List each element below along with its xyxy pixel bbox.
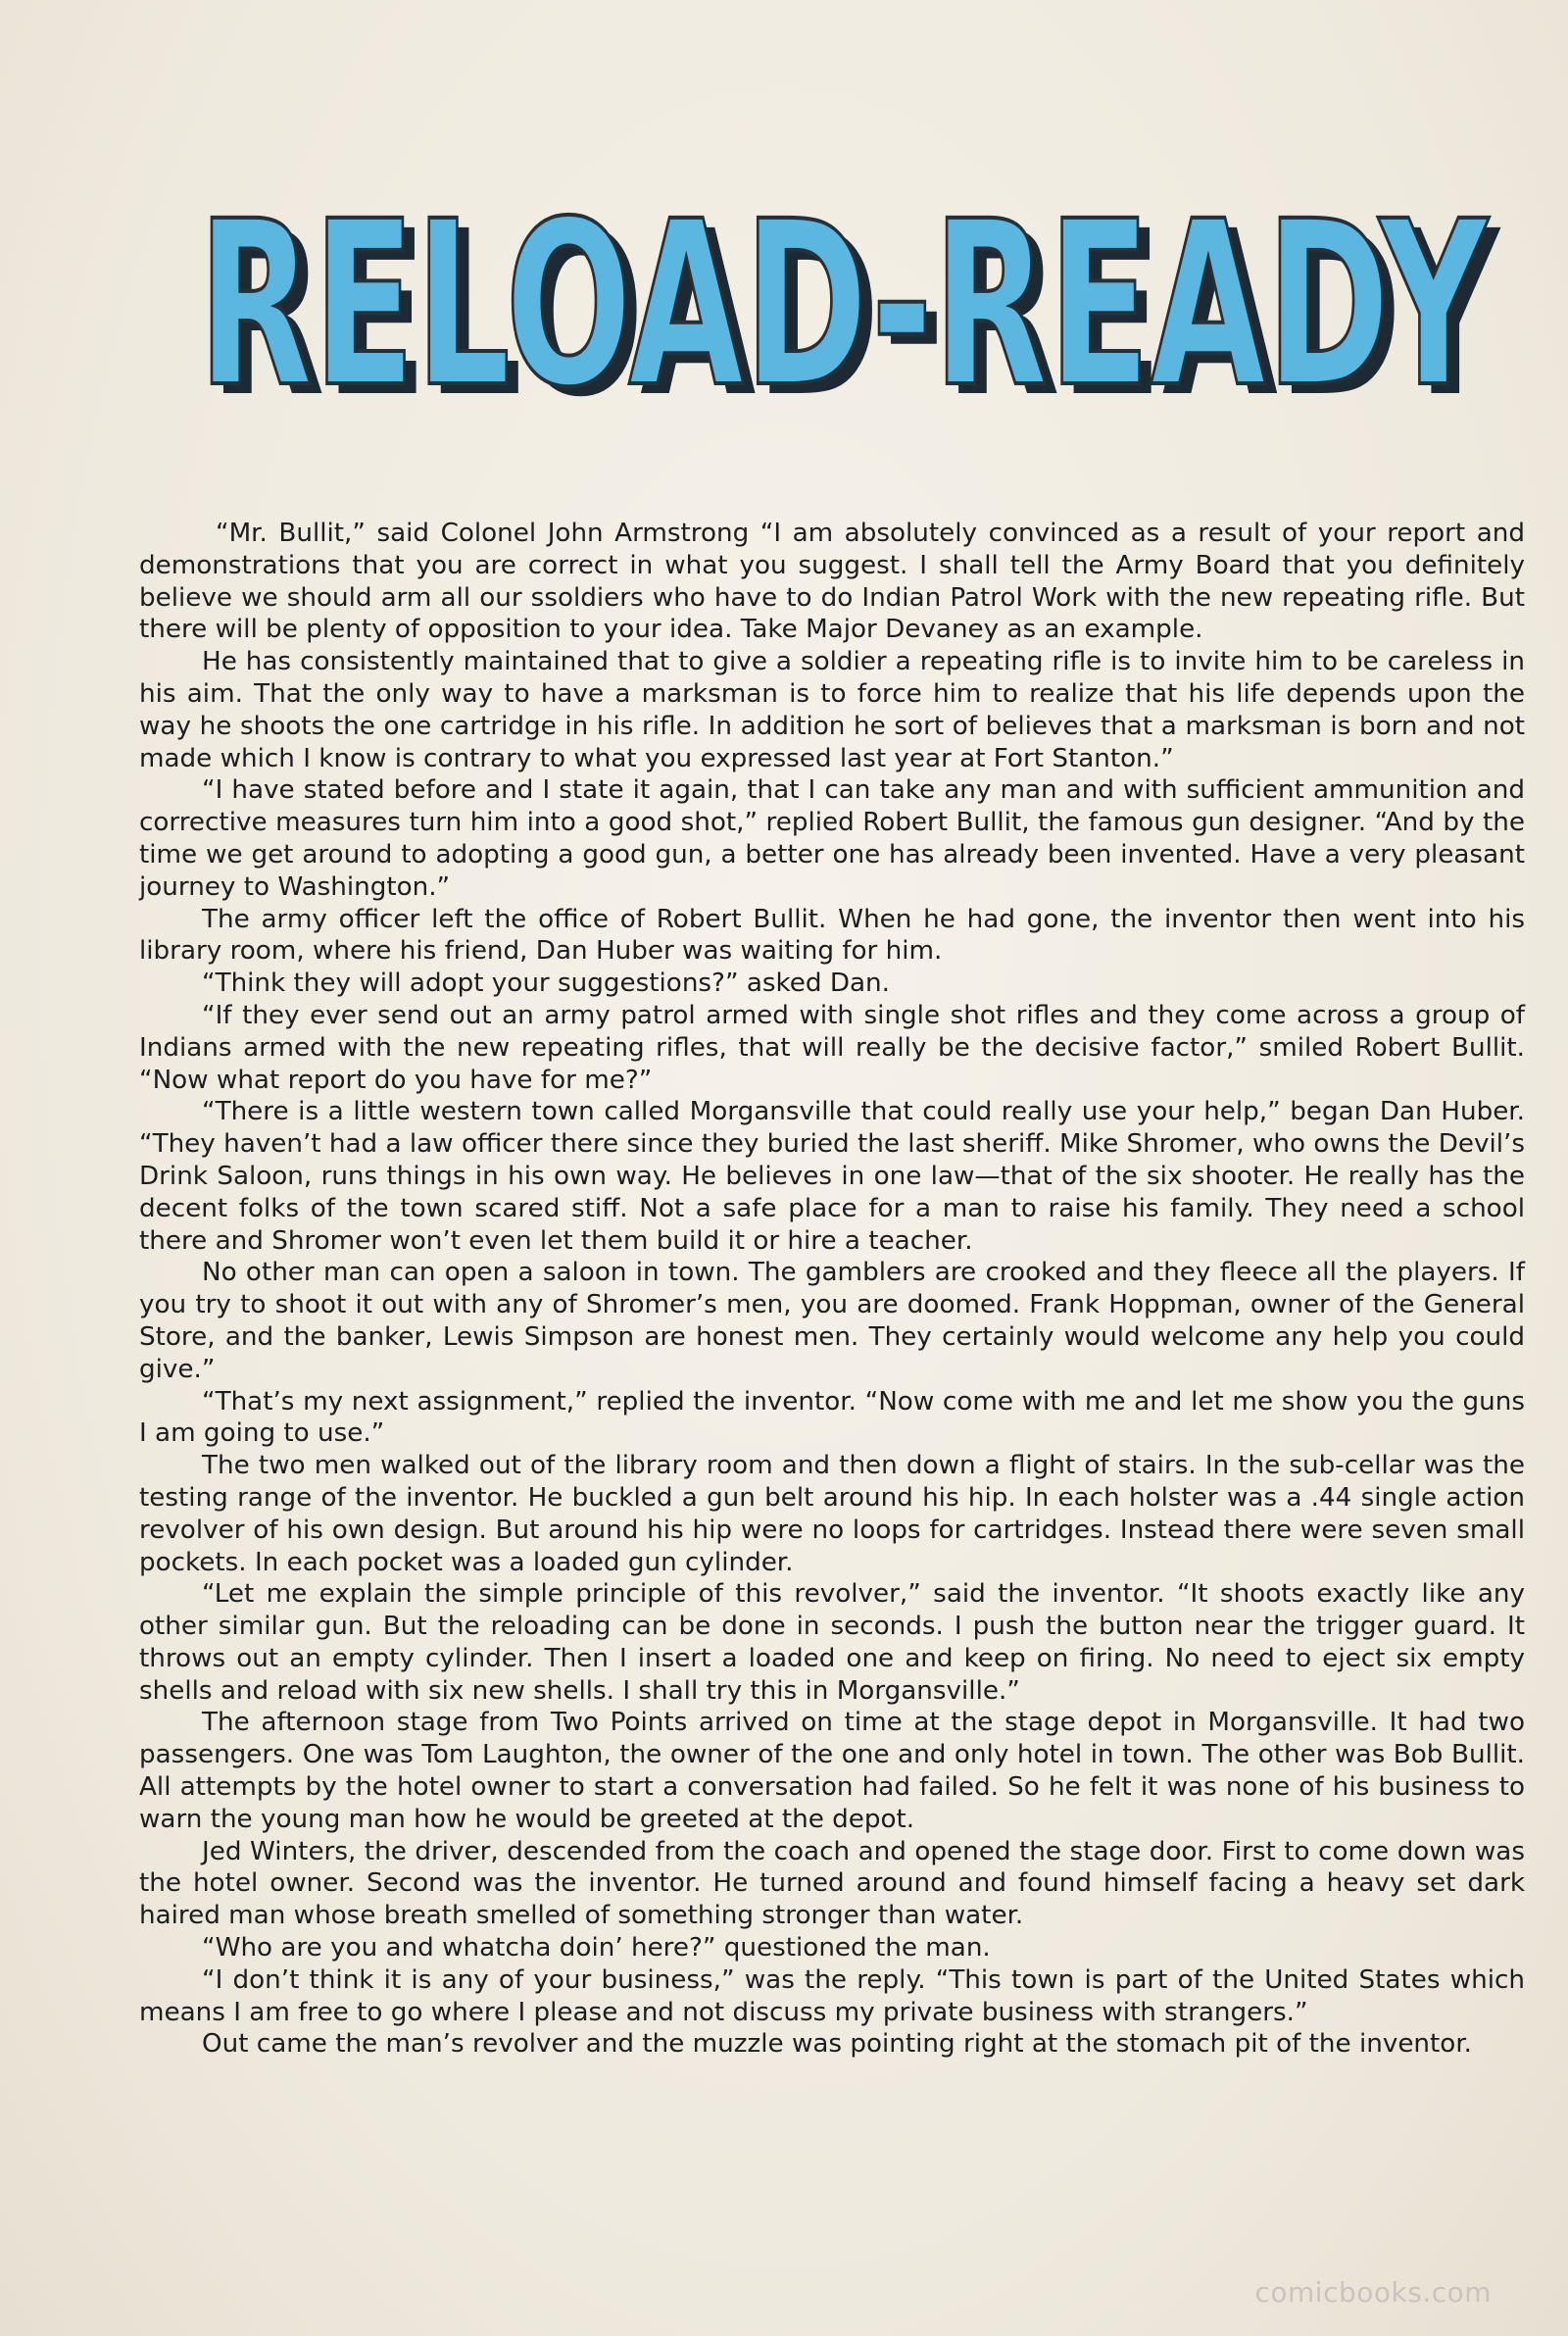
story-paragraph: The afternoon stage from Two Points arrived on time at the stage depot in Morgansville. It had two passengers. One was Tom Laughton, the owner of the one and only hotel in town. The other was Bob Bullit. All attempts by the hotel owner to start a conversation had failed. So he felt it was none of his business to warn the young man how he would be greeted at the depot. (139, 1708, 1525, 1834)
story-paragraph: “Mr. Bullit,” said Colonel John Armstrong “I am absolutely convinced as a result of your report and demonstrations that you are correct in what you suggest. I shall tell the Army Board that you definitely believe we should arm all our ssoldiers who have to do Indian Patrol Work with the new repeating rifle. But there will be plenty of opposition to your idea. Take Major Devaney as an example. (139, 519, 1525, 645)
story-paragraph: “Who are you and whatcha doin’ here?” questioned the man. (202, 1933, 991, 1963)
story-paragraph: “If they ever send out an army patrol armed with single shot rifles and they come across a group of Indians armed with the new repeating rifles, that will really be the decisive factor,” smiled Robert Bullit. “Now what report do you have for me?” (139, 1000, 1525, 1095)
story-paragraph: “That’s my next assignment,” replied the inventor. “Now come with me and let me show you the guns I am going to use.” (139, 1386, 1525, 1449)
title-shadow-text: RELOAD-READY (210, 201, 1501, 407)
story-paragraph: “Think they will adopt your suggestions?” asked Dan. (202, 969, 890, 999)
story-paragraph: The two men walked out of the library room and then down a flight of stairs. In the sub-cellar was the testing range of the inventor. He buckled a gun belt around his hip. In each holster was a .44 single action revolver of his own design. But around his hip were no loops for cartridges. Instead there were seven small pockets. In each pocket was a loaded gun cylinder. (139, 1451, 1525, 1577)
story-paragraph: No other man can open a saloon in town. The gamblers are crooked and they fleece all the players. If you try to shoot it out with any of Shromer’s men, you are doomed. Frank Hoppman, owner of the General Store, and the banker, Lewis Simpson are honest men. They certainly would welcome any help you could give.” (139, 1258, 1525, 1384)
story-paragraph: Out came the man’s revolver and the muzzle was pointing right at the stomach pit of the inventor. (202, 2029, 1472, 2060)
story-body (139, 518, 1525, 2061)
story-paragraph: He has consistently maintained that to give a soldier a repeating rifle is to invite him to be careless in his aim. That the only way to have a marksman is to force him to realize that his life depends upon the way he shoots the one cartridge in his rifle. In addition he sort of believes that a marksman is born and not made which I know is contrary to what you expressed last year at Fort Stanton.” (139, 647, 1525, 773)
story-title-graphic (196, 201, 1509, 407)
story-paragraph: “I don’t think it is any of your business,” was the reply. “This town is part of the United States which means I am free to go where I please and not discuss my private business with strangers.” (139, 1964, 1525, 2027)
title-text: RELOAD-READY (198, 201, 1490, 407)
story-paragraph: “Let me explain the simple principle of this revolver,” said the inventor. “It shoots exactly like any other similar gun. But the reloading can be done in seconds. I push the button near the trigger guard. It throws out an empty cylinder. Then I insert a loaded one and keep on firing. No need to eject six empty shells and reload with six new shells. I shall try this in Morgansville.” (139, 1579, 1525, 1706)
story-paragraph: The army officer left the office of Robert Bullit. When he had gone, the inventor then went into his library room, where his friend, Dan Huber was waiting for him. (139, 904, 1525, 967)
story-title (196, 201, 1509, 407)
story-paragraph: Jed Winters, the driver, descended from the coach and opened the stage door. First to come down was the hotel owner. Second was the inventor. He turned around and found himself facing a heavy set dark haired man whose breath smelled of something stronger than water. (139, 1836, 1525, 1931)
site-watermark: comicbooks.com (1254, 2276, 1492, 2309)
story-paragraph: “I have stated before and I state it again, that I can take any man and with sufficient ammunition and corrective measures turn him into a good shot,” replied Robert Bullit, the famous gun designer. “And by the time we get around to adopting a good gun, a better one has already been invented. Have a very pleasant journey to Washington.” (139, 775, 1525, 902)
story-paragraph: “There is a little western town called Morgansville that could really use your help,” began Dan Huber. “They haven’t had a law officer there since they buried the last sheriff. Mike Shromer, who owns the Devil’s Drink Saloon, runs things in his own way. He believes in one law—that of the six shooter. He really has the decent folks of the town scared stiff. Not a safe place for a man to raise his family. They need a school there and Shromer won’t even let them build it or hire a teacher. (139, 1097, 1525, 1256)
